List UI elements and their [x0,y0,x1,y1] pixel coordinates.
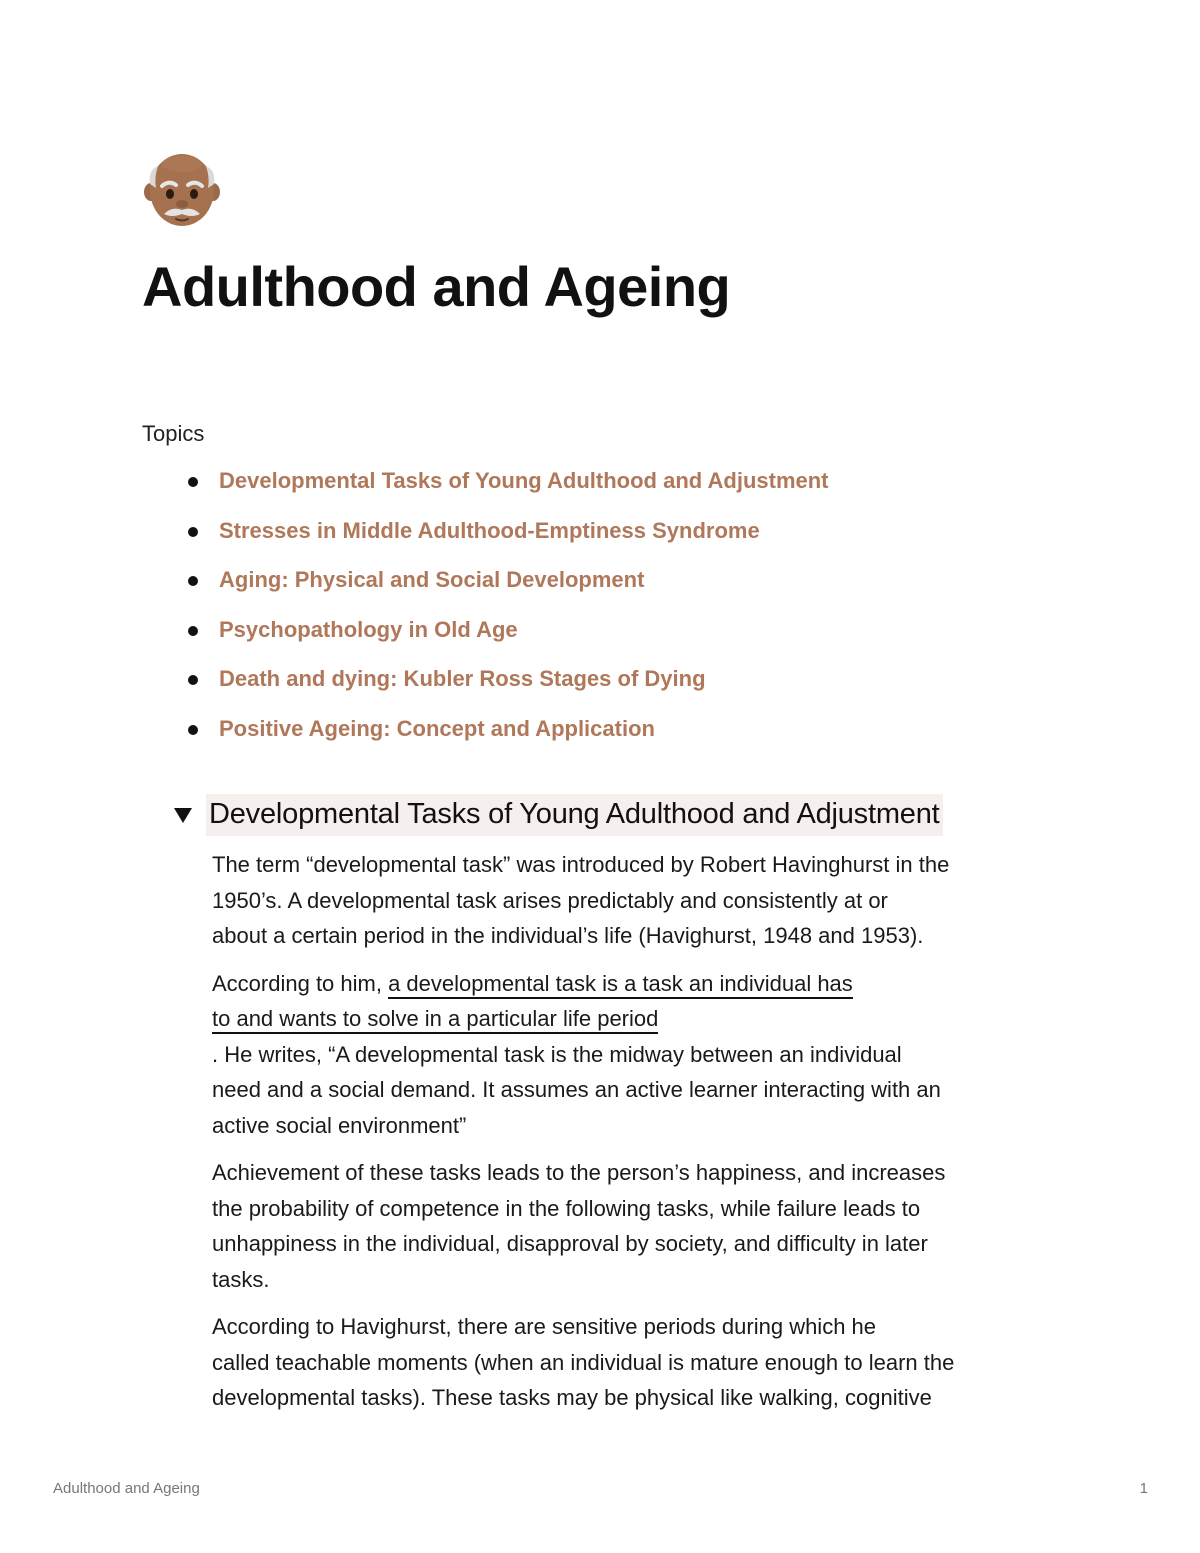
paragraph-intro [212,847,1082,954]
page-title: Adulthood and Ageing [142,255,731,318]
underlined-definition: a developmental task is a task an individual has [388,971,853,999]
text-line: the probability of competence in the following tasks, while failure leads to [212,1195,921,1221]
topic-link-developmental-tasks[interactable]: Developmental Tasks of Young Adulthood and Adjustment [219,468,829,493]
bullet-icon [188,675,198,685]
text-line: 1950’s. A developmental task arises predictably and consistently at or [212,887,888,913]
bullet-icon [188,626,198,636]
bullet-icon [188,725,198,735]
old-man-emoji-icon [142,150,222,230]
text-line: Achievement of these tasks leads to the person’s happiness, and increases [212,1160,946,1185]
section-body [212,847,1082,1428]
text-line: According to Havighurst, there are sensitive periods during which he [212,1314,877,1339]
topics-label: Topics [142,421,205,446]
topic-link-positive-ageing[interactable]: Positive Ageing: Concept and Application [219,715,655,741]
footer-doc-title: Adulthood and Ageing [53,1480,200,1497]
paragraph-sensitive-periods [212,1309,1082,1416]
text-line: active social environment” [212,1112,467,1138]
topic-link-aging-development[interactable]: Aging: Physical and Social Development [219,567,645,593]
text-line: called teachable moments (when an individual is mature enough to learn the [212,1349,955,1375]
paragraph-definition [212,966,1082,1144]
triangle-down-icon[interactable] [172,804,194,826]
bullet-icon [188,527,198,537]
definition-lead: According to him, [212,970,389,996]
underlined-definition: to and wants to solve in a particular life period [212,1006,658,1034]
text-line [212,966,1082,1002]
paragraph-achievement [212,1155,1082,1297]
bullet-icon [188,576,198,586]
section-heading: Developmental Tasks of Young Adulthood and Adjustment [206,794,943,836]
text-line [212,1001,1082,1037]
text-line: developmental tasks). These tasks may be physical like walking, cognitive [212,1385,932,1410]
text-line: . He writes, “A developmental task is the midway between an individual [212,1041,902,1067]
topic-link-psychopathology[interactable]: Psychopathology in Old Age [219,616,518,642]
text-line: The term “developmental task” was introduced by Robert Havinghurst in the [212,852,950,877]
text-line: tasks. [212,1266,270,1292]
text-line: about a certain period in the individual’s life (Havighurst, 1948 and 1953). [212,923,924,948]
text-line: need and a social demand. It assumes an active learner interacting with an [212,1077,941,1102]
topic-link-stresses-middle-adulthood[interactable]: Stresses in Middle Adulthood-Emptiness Syndrome [219,517,760,543]
section-toggle[interactable] [172,794,943,836]
topic-link-death-and-dying[interactable]: Death and dying: Kubler Ross Stages of Dying [219,666,706,692]
bullet-icon [188,477,198,487]
footer-page-number: 1 [1139,1480,1148,1497]
text-line: unhappiness in the individual, disapproval by society, and difficulty in later [212,1231,928,1256]
